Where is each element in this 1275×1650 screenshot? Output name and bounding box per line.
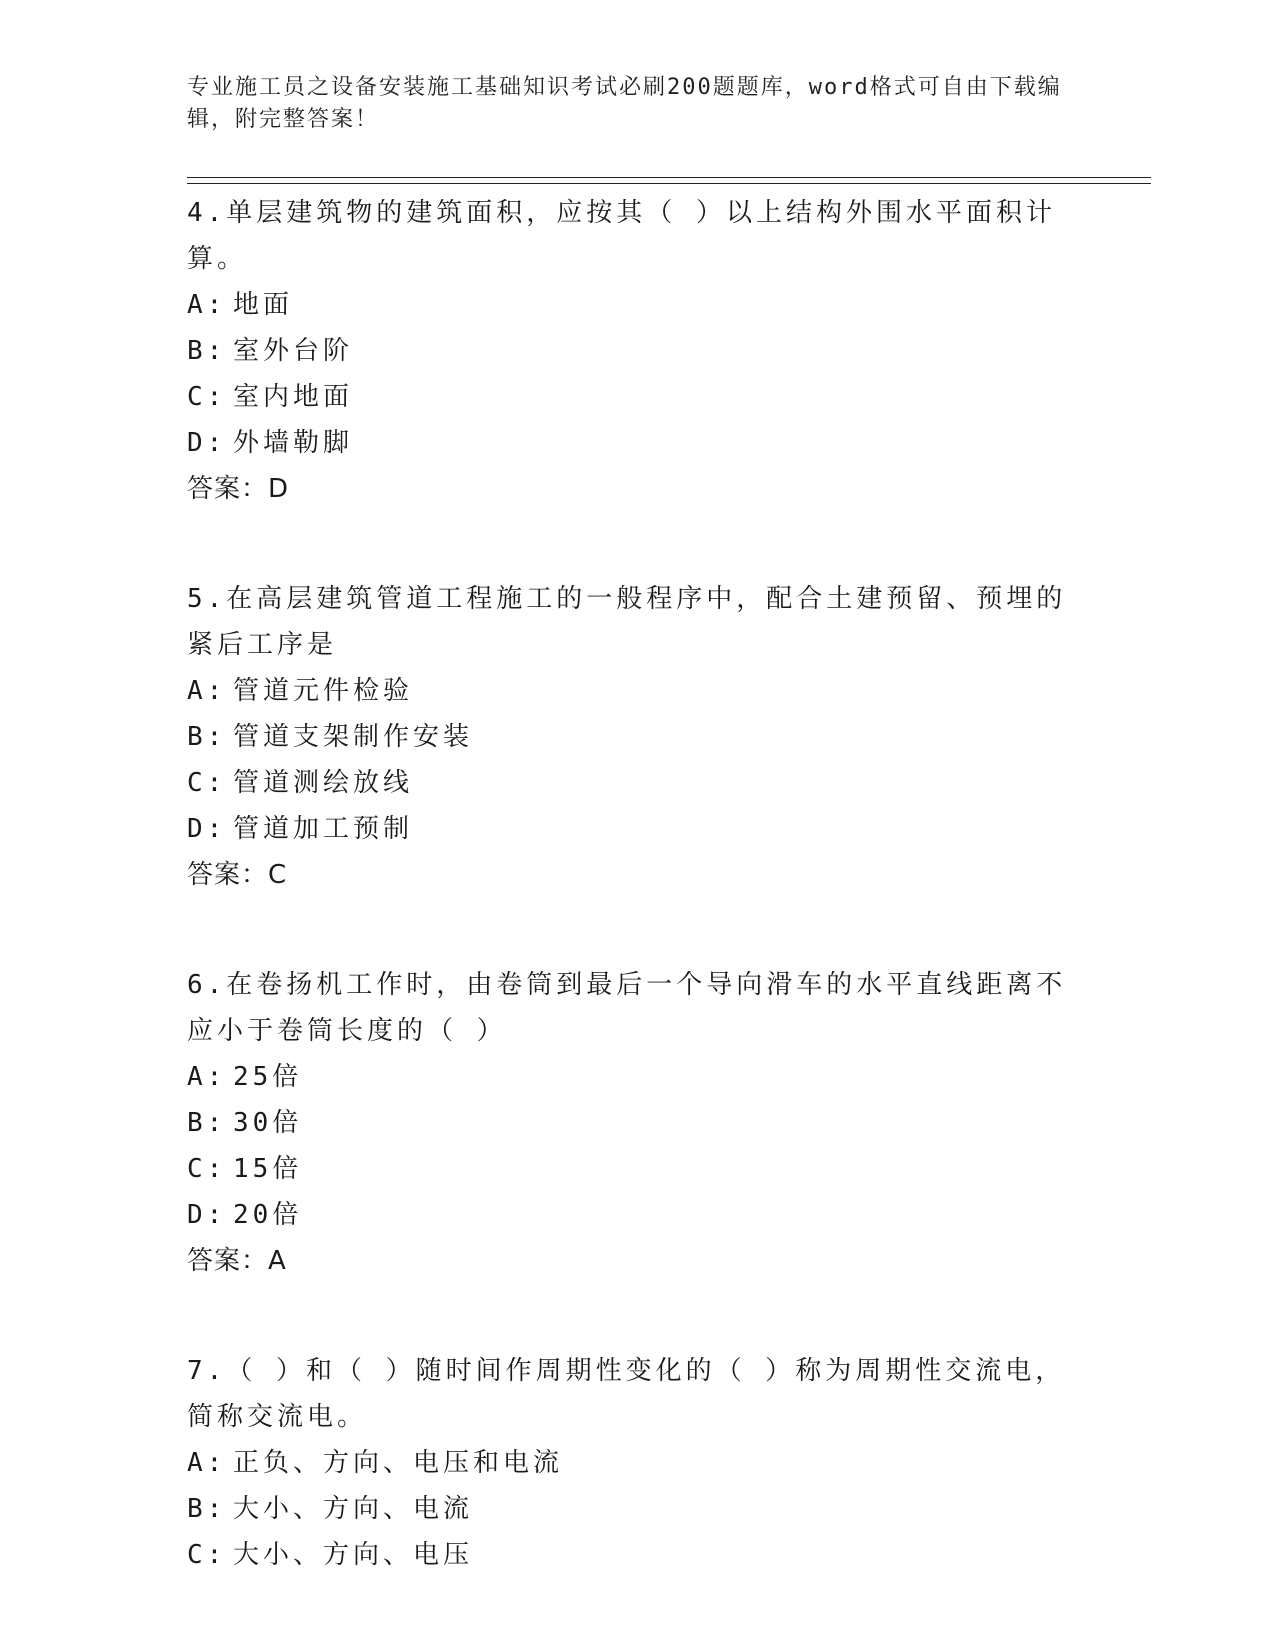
- option-letter: B:: [187, 1494, 227, 1524]
- question-4: [187, 190, 1087, 512]
- option-text: 15倍: [233, 1154, 303, 1184]
- option-letter: B:: [187, 722, 227, 752]
- question-5: [187, 576, 1087, 898]
- option-letter: A:: [187, 290, 227, 320]
- option-d: [187, 1192, 1087, 1238]
- option-letter: B:: [187, 336, 227, 366]
- question-7: [187, 1348, 1087, 1578]
- header-divider-bottom: [187, 183, 1151, 184]
- answer-value: A: [268, 1246, 287, 1276]
- answer-value: C: [268, 860, 288, 890]
- question-text: 4.单层建筑物的建筑面积，应按其（ ）以上结构外围水平面积计算。: [187, 198, 1056, 274]
- option-a: [187, 1054, 1087, 1100]
- option-text: 30倍: [233, 1108, 303, 1138]
- option-text: 管道加工预制: [233, 814, 414, 844]
- answer-line: [187, 1238, 1087, 1284]
- option-letter: C:: [187, 1154, 227, 1184]
- option-letter: D:: [187, 814, 227, 844]
- option-letter: A:: [187, 1062, 227, 1092]
- question-6: [187, 962, 1087, 1284]
- option-c: [187, 374, 1087, 420]
- option-text: 室外台阶: [233, 336, 354, 366]
- option-c: [187, 1532, 1087, 1578]
- option-c: [187, 1146, 1087, 1192]
- option-a: [187, 1440, 1087, 1486]
- option-text: 室内地面: [233, 382, 354, 412]
- question-list: [187, 190, 1087, 1642]
- document-header: 专业施工员之设备安装施工基础知识考试必刷200题题库，word格式可自由下载编辑，附完整答案！: [187, 75, 1062, 132]
- question-text: 5.在高层建筑管道工程施工的一般程序中，配合土建预留、预埋的紧后工序是: [187, 584, 1067, 660]
- answer-label: 答案：: [187, 474, 269, 504]
- answer-label: 答案：: [187, 1246, 269, 1276]
- option-letter: C:: [187, 768, 227, 798]
- option-text: 地面: [233, 290, 294, 320]
- option-letter: D:: [187, 1200, 227, 1230]
- option-d: [187, 420, 1087, 466]
- option-text: 管道元件检验: [233, 676, 414, 706]
- option-text: 20倍: [233, 1200, 303, 1230]
- question-text: 7.（ ）和（ ）随时间作周期性变化的（ ）称为周期性交流电，简称交流电。: [187, 1356, 1066, 1432]
- option-a: [187, 282, 1087, 328]
- question-text: 6.在卷扬机工作时，由卷筒到最后一个导向滑车的水平直线距离不应小于卷筒长度的（ ）: [187, 970, 1067, 1046]
- answer-line: [187, 466, 1087, 512]
- option-text: 管道测绘放线: [233, 768, 414, 798]
- header-divider-top: [187, 177, 1151, 178]
- option-b: [187, 1486, 1087, 1532]
- option-d: [187, 806, 1087, 852]
- option-text: 正负、方向、电压和电流: [233, 1448, 564, 1478]
- option-text: 外墙勒脚: [233, 428, 354, 458]
- option-letter: A:: [187, 1448, 227, 1478]
- option-b: [187, 328, 1087, 374]
- option-c: [187, 760, 1087, 806]
- option-text: 25倍: [233, 1062, 303, 1092]
- option-letter: C:: [187, 382, 227, 412]
- option-text: 大小、方向、电流: [233, 1494, 474, 1524]
- option-b: [187, 714, 1087, 760]
- option-a: [187, 668, 1087, 714]
- answer-value: D: [268, 474, 290, 504]
- answer-label: 答案：: [187, 860, 269, 890]
- option-letter: B:: [187, 1108, 227, 1138]
- option-text: 管道支架制作安装: [233, 722, 474, 752]
- option-letter: D:: [187, 428, 227, 458]
- option-letter: C:: [187, 1540, 227, 1570]
- option-b: [187, 1100, 1087, 1146]
- answer-line: [187, 852, 1087, 898]
- option-text: 大小、方向、电压: [233, 1540, 474, 1570]
- option-letter: A:: [187, 676, 227, 706]
